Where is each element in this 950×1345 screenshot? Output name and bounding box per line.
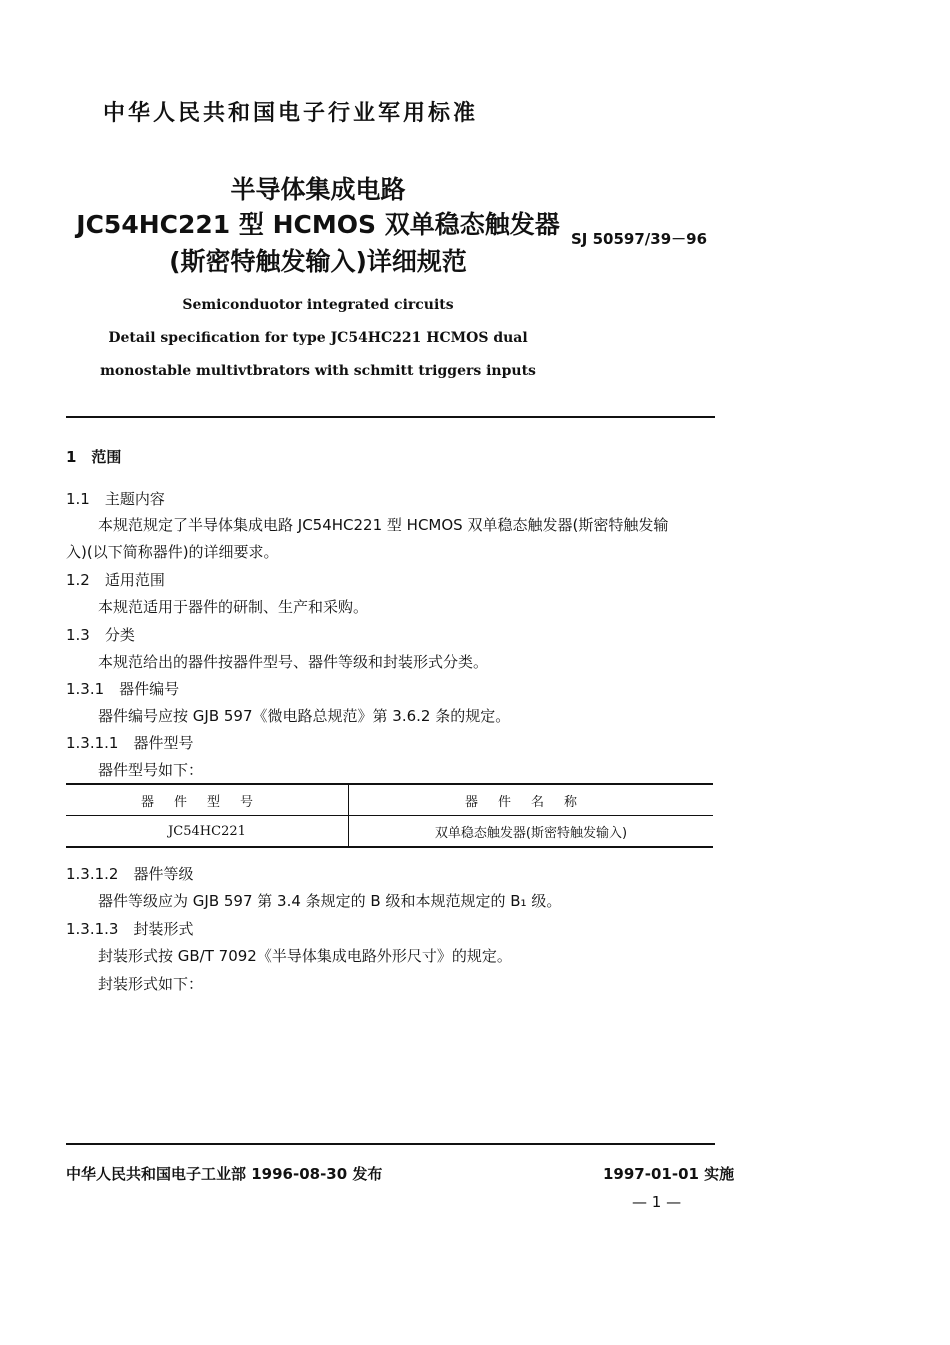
table-row (66, 816, 713, 848)
section-1-3-paragraph: 本规范给出的器件按器件型号、器件等级和封装形式分类。 (98, 653, 489, 671)
footer-issue-date: 中华人民共和国电子工业部 1996-08-30 发布 (66, 1165, 383, 1183)
section-1-3-1-3-heading: 1.3.1.3 封装形式 (66, 920, 194, 938)
section-1-2-paragraph: 本规范适用于器件的研制、生产和采购。 (98, 598, 369, 616)
section-1-1-paragraph-line2: 入)(以下简称器件)的详细要求。 (66, 543, 279, 561)
title-en-line1: Semiconduotor integrated circuits (182, 297, 454, 313)
title-cn-line1: 半导体集成电路 (230, 175, 406, 204)
section-1-3-1-paragraph: 器件编号应按 GJB 597《微电路总规范》第 3.6.2 条的规定。 (98, 707, 511, 725)
section-1-3-1-2-paragraph: 器件等级应为 GJB 597 第 3.4 条规定的 B 级和本规范规定的 B₁ 级。 (98, 892, 562, 910)
footer-effective-date: 1997-01-01 实施 (603, 1165, 735, 1183)
table-header-device-type: 器件型号 (66, 784, 349, 816)
table-cell-device-type: JC54HC221 (66, 816, 349, 848)
section-1-3-heading: 1.3 分类 (66, 626, 135, 644)
section-1-3-1-1-paragraph: 器件型号如下： (98, 761, 204, 779)
table-header-row (66, 784, 713, 816)
section-1-3-1-3-paragraph-line1: 封装形式按 GB/T 7092《半导体集成电路外形尺寸》的规定。 (98, 947, 512, 965)
table-cell-device-name: 双单稳态触发器(斯密特触发输入) (349, 816, 714, 848)
section-1-3-1-3-paragraph-line2: 封装形式如下： (98, 975, 204, 993)
table-header-device-name: 器件名称 (349, 784, 714, 816)
section-1-heading: 1 范围 (66, 448, 122, 466)
section-1-3-1-1-heading: 1.3.1.1 器件型号 (66, 734, 194, 752)
title-en-line3: monostable multivtbrators with schmitt triggers inputs (100, 363, 536, 379)
title-cn-line2: JC54HC221 型 HCMOS 双单稳态触发器 (76, 210, 560, 239)
header-divider (66, 416, 715, 418)
title-en-line2: Detail specification for type JC54HC221 HCMOS dual (108, 330, 528, 346)
page-number: — 1 — (632, 1193, 682, 1211)
section-1-3-1-2-heading: 1.3.1.2 器件等级 (66, 865, 194, 883)
standard-header-title: 中华人民共和国电子行业军用标准 (103, 101, 479, 126)
section-1-1-paragraph-line1: 本规范规定了半导体集成电路 JC54HC221 型 HCMOS 双单稳态触发器(斯密特触发输 (98, 516, 669, 534)
device-type-table (66, 783, 713, 848)
standard-number: SJ 50597/39－96 (571, 230, 708, 248)
section-1-3-1-heading: 1.3.1 器件编号 (66, 680, 180, 698)
footer-divider (66, 1143, 715, 1145)
section-1-2-heading: 1.2 适用范围 (66, 571, 165, 589)
section-1-1-heading: 1.1 主题内容 (66, 490, 165, 508)
title-cn-line3: (斯密特触发输入)详细规范 (169, 247, 467, 276)
